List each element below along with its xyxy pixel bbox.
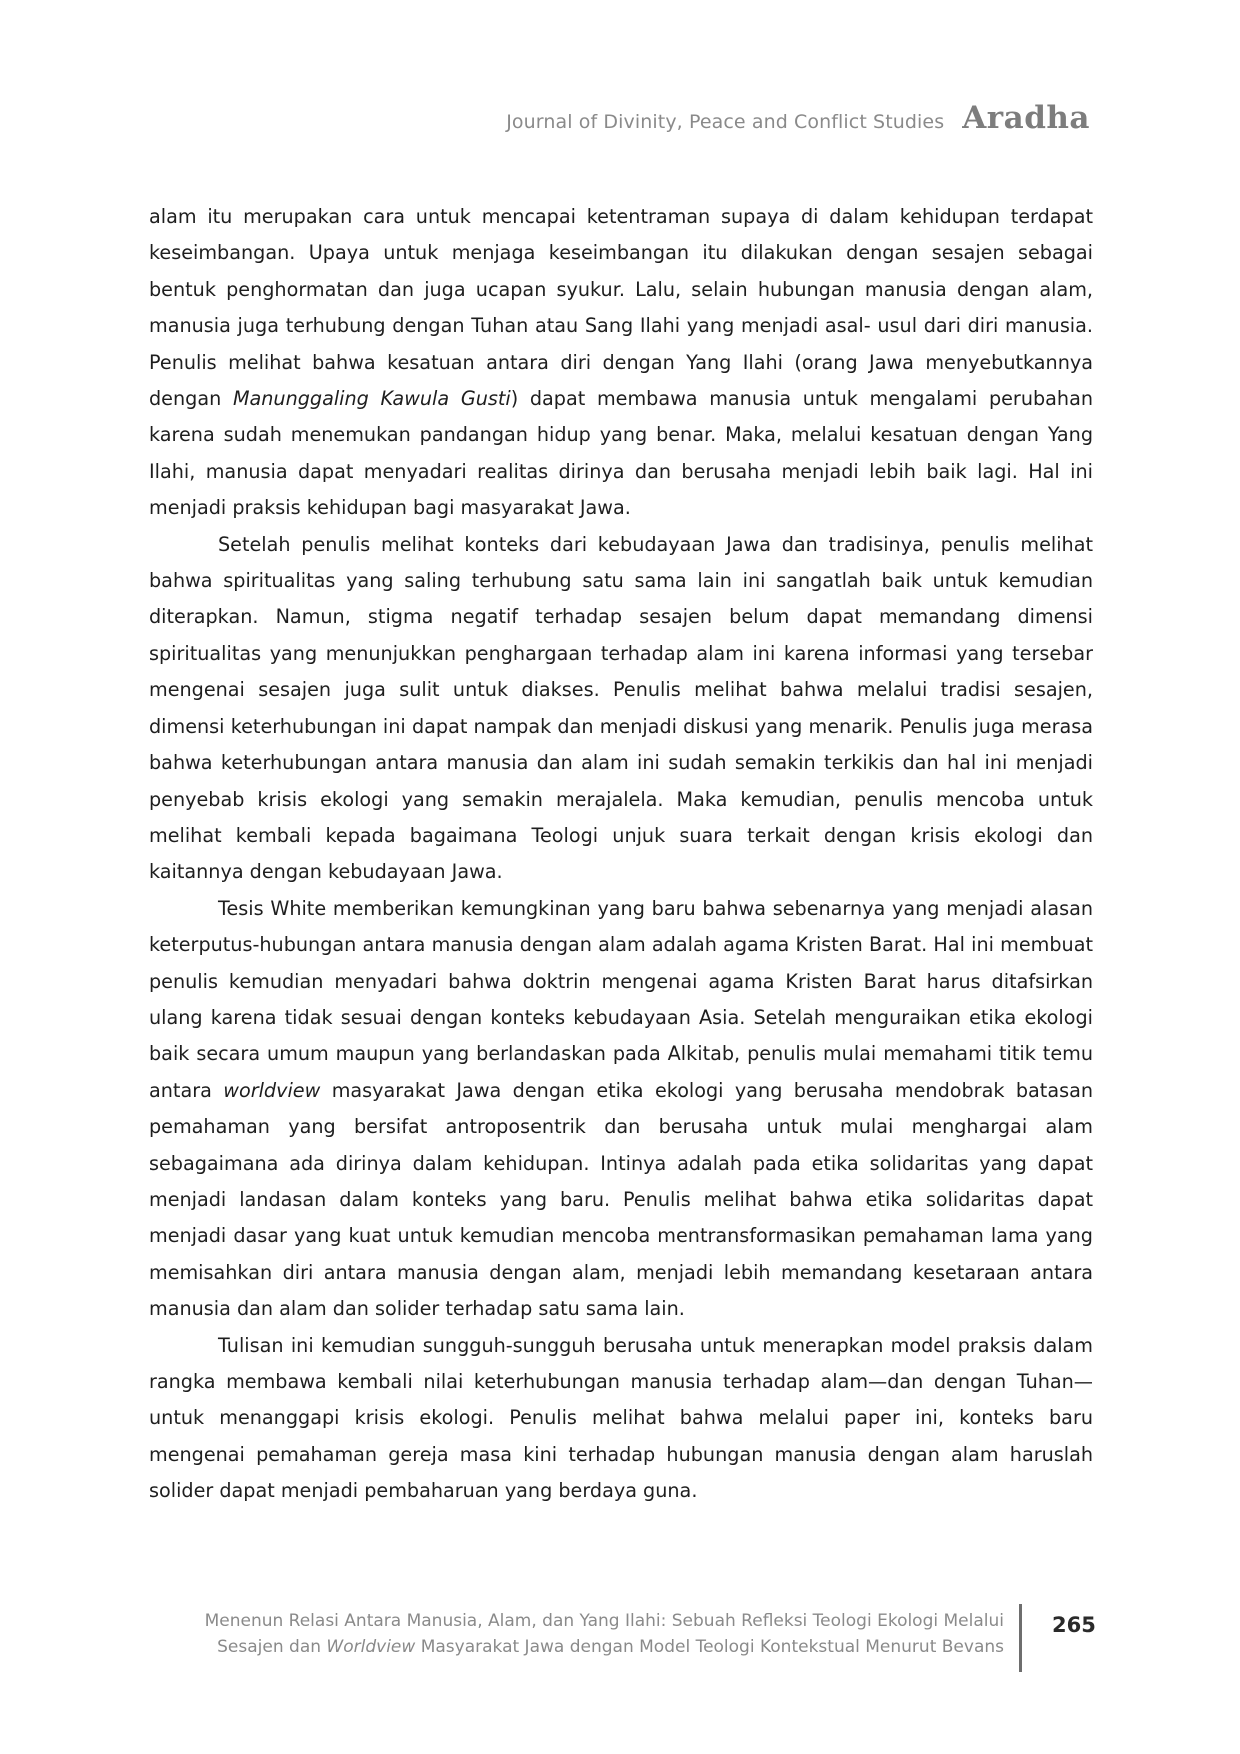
paragraph-3: Tesis White memberikan kemungkinan yang baru bahwa sebenarnya yang menjadi alasan keterputus-hubungan antara manusia dengan alam adalah agama Kristen Barat. Hal ini membuat penulis kemudian menyadari bahwa doktrin mengenai agama Kristen Barat harus ditafsirkan ulang karena tidak sesuai dengan konteks kebudayaan Asia. Setelah menguraikan etika ekologi baik secara umum maupun yang berlandaskan pada Alkitab, penulis mulai memahami titik temu antara worldview masyarakat Jawa dengan etika ekologi yang berusaha mendobrak batasan pemahaman yang bersifat antroposentrik dan berusaha untuk mulai menghargai alam sebagaimana ada dirinya dalam kehidupan. Intinya adalah pada etika solidaritas yang dapat menjadi landasan dalam konteks yang baru. Penulis melihat bahwa etika solidaritas dapat menjadi dasar yang kuat untuk kemudian mencoba mentransformasikan pemahaman lama yang memisahkan diri antara manusia dengan alam, menjadi lebih memandang kesetaraan antara manusia dan alam dan solider terhadap satu sama lain. bbox=[149, 896, 1093, 1321]
footer-title-line-1: Menenun Relasi Antara Manusia, Alam, dan Yang Ilahi: Sebuah Refleksi Teologi Ekologi Melalui bbox=[204, 1611, 1004, 1631]
italic-term: Manunggaling Kawula Gusti bbox=[232, 387, 511, 411]
page-number: 265 bbox=[1052, 1613, 1096, 1637]
running-footer-title bbox=[104, 1608, 1004, 1660]
paragraph-2: Setelah penulis melihat konteks dari kebudayaan Jawa dan tradisinya, penulis melihat bahwa spiritualitas yang saling terhubung satu sama lain ini sangatlah baik untuk kemudian diterapkan. Namun, stigma negatif terhadap sesajen belum dapat memandang dimensi spiritualitas yang menunjukkan penghargaan terhadap alam ini karena informasi yang tersebar mengenai sesajen juga sulit untuk diakses. Penulis melihat bahwa melalui tradisi sesajen, dimensi keterhubungan ini dapat nampak dan menjadi diskusi yang menarik. Penulis juga merasa bahwa keterhubungan antara manusia dan alam ini sudah semakin terkikis dan hal ini menjadi penyebab krisis ekologi yang semakin merajalela. Maka kemudian, penulis mencoba untuk melihat kembali kepada bagaimana Teologi unjuk suara terkait dengan krisis ekologi dan kaitannya dengan kebudayaan Jawa. bbox=[149, 532, 1093, 884]
article-body bbox=[149, 199, 1093, 1510]
journal-name: Journal of Divinity, Peace and Conflict Studies bbox=[506, 111, 945, 133]
paragraph-1: alam itu merupakan cara untuk mencapai ketentraman supaya di dalam kehidupan terdapat keseimbangan. Upaya untuk menjaga keseimbangan itu dilakukan dengan sesajen sebagai bentuk penghormatan dan juga ucapan syukur. Lalu, selain hubungan manusia dengan alam, manusia juga terhubung dengan Tuhan atau Sang Ilahi yang menjadi asal- usul dari diri manusia. Penulis melihat bahwa kesatuan antara diri dengan Yang Ilahi (orang Jawa menyebutkannya dengan Manunggaling Kawula Gusti) dapat membawa manusia untuk mengalami perubahan karena sudah menemukan pandangan hidup yang benar. Maka, melalui kesatuan dengan Yang Ilahi, manusia dapat menyadari realitas dirinya dan berusaha menjadi lebih baik lagi. Hal ini menjadi praksis kehidupan bagi masyarakat Jawa. bbox=[149, 205, 1093, 520]
footer-divider bbox=[1019, 1604, 1022, 1672]
aradha-logo: Aradha bbox=[962, 100, 1090, 136]
paragraph-4: Tulisan ini kemudian sungguh-sungguh berusaha untuk menerapkan model praksis dalam rangka membawa kembali nilai keterhubungan manusia terhadap alam—dan dengan Tuhan—untuk menanggapi krisis ekologi. Penulis melihat bahwa melalui paper ini, konteks baru mengenai pemahaman gereja masa kini terhadap hubungan manusia dengan alam haruslah solider dapat menjadi pembaharuan yang berdaya guna. bbox=[149, 1333, 1093, 1503]
running-header bbox=[506, 100, 1090, 136]
italic-term: worldview bbox=[223, 1078, 321, 1102]
footer-title-line-2: Sesajen dan Worldview Masyarakat Jawa dengan Model Teologi Kontekstual Menurut Bevans bbox=[217, 1637, 1004, 1657]
